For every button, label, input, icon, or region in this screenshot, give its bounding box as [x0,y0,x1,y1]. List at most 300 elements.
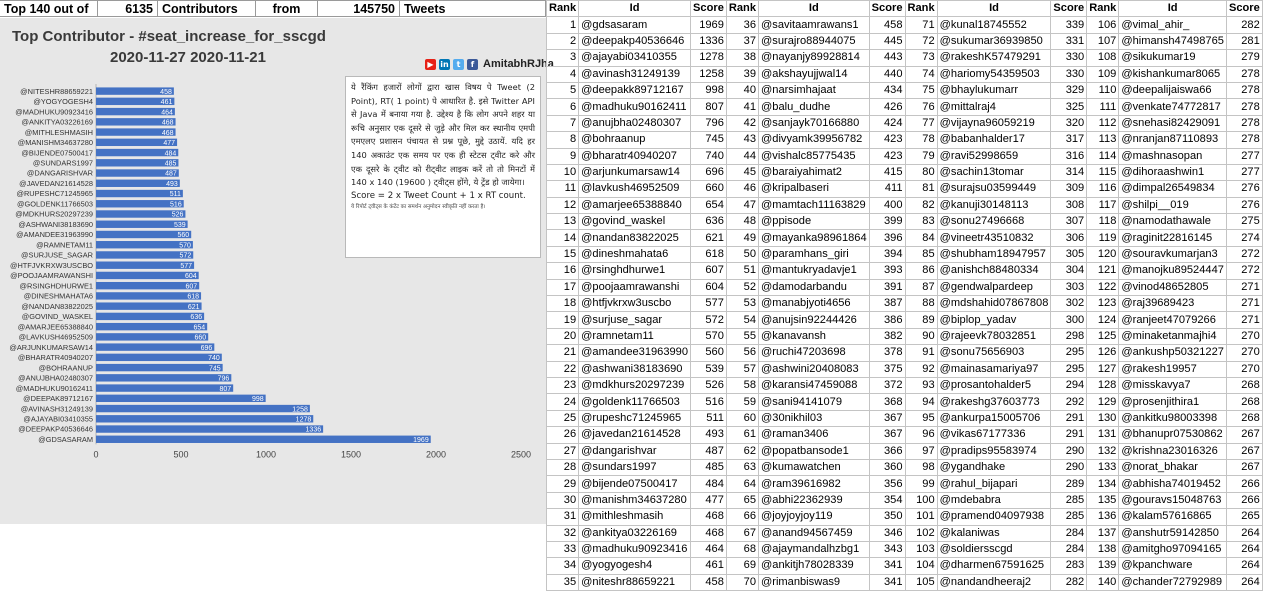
category-label: @DEEPAK89712167 [23,394,93,404]
cell-score: 300 [1051,312,1087,328]
data-label: 493 [166,180,178,188]
cell-score: 356 [869,476,905,492]
cell-rank: 44 [726,148,758,164]
cell-rank: 132 [1087,443,1119,459]
bar [96,333,208,340]
data-label: 577 [180,262,193,270]
data-label: 477 [163,140,176,148]
cell-rank: 18 [547,296,579,312]
cell-score: 539 [691,361,727,377]
bar [96,313,204,320]
cell-score: 740 [691,148,727,164]
cell-rank: 64 [726,476,758,492]
cell-id: @abhi22362939 [759,492,870,508]
cell-rank: 58 [726,377,758,393]
cell-score: 487 [691,443,727,459]
category-label: @SUNDARS1997 [32,158,93,168]
cell-rank: 74 [905,66,937,82]
cell-id: @ygandhake [937,459,1051,475]
cell-score: 271 [1226,296,1262,312]
column-header-rank: Rank [1087,1,1119,17]
cell-score: 278 [1226,115,1262,131]
cell-id: @misskavya7 [1119,377,1227,393]
cell-id: @biplop_yadav [937,312,1051,328]
cell-id: @deepakp40536646 [579,33,691,49]
cell-id: @rupeshc71245965 [579,410,691,426]
cell-score: 807 [691,99,727,115]
cell-id: @venkate74772817 [1119,99,1227,115]
cell-rank: 24 [547,394,579,410]
cell-id: @rsinghdhurwe1 [579,263,691,279]
cell-rank: 88 [905,296,937,312]
cell-id: @prosantohalder5 [937,377,1051,393]
cell-id: @sonu75656903 [937,345,1051,361]
cell-rank: 134 [1087,476,1119,492]
cell-rank: 35 [547,574,579,590]
cell-score: 696 [691,164,727,180]
cell-score: 289 [1051,476,1087,492]
cell-rank: 95 [905,410,937,426]
cell-score: 346 [869,525,905,541]
cell-rank: 112 [1087,115,1119,131]
category-label: @AMANDEE31963990 [16,230,93,240]
category-label: @SURJUSE_SAGAR [21,250,93,260]
cell-score: 267 [1226,459,1262,475]
cell-id: @karansi47459088 [759,377,870,393]
cell-id: @souravkumarjan3 [1119,246,1227,262]
cell-rank: 67 [726,525,758,541]
data-label: 740 [208,355,220,363]
cell-rank: 117 [1087,197,1119,213]
cell-id: @bijende07500417 [579,476,691,492]
cell-id: @rakeshK57479291 [937,50,1051,66]
cell-rank: 25 [547,410,579,426]
x-tick-label: 1000 [255,449,277,460]
cell-id: @rakeshg37603773 [937,394,1051,410]
cell-score: 268 [1226,410,1262,426]
cell-score: 485 [691,459,727,475]
table-row [547,33,1263,49]
cell-id: @poojaamrawanshi [579,279,691,295]
table-row [547,115,1263,131]
table-row [547,410,1263,426]
cell-id: @rimanbiswas9 [759,574,870,590]
cell-rank: 116 [1087,181,1119,197]
cell-id: @namodathawale [1119,214,1227,230]
table-row [547,427,1263,443]
cell-score: 314 [1051,164,1087,180]
cell-score: 302 [1051,296,1087,312]
cell-rank: 122 [1087,279,1119,295]
cell-id: @ramnetam11 [579,328,691,344]
info-note [345,76,541,258]
chart-area [0,18,554,524]
cell-id: @sanjayk70166880 [759,115,870,131]
cell-id: @kpanchware [1119,558,1227,574]
data-label: 484 [164,150,177,158]
cell-rank: 92 [905,361,937,377]
cell-id: @ajayabi03410355 [579,50,691,66]
cell-id: @niteshr88659221 [579,574,691,590]
cell-rank: 28 [547,459,579,475]
cell-id: @ashwini20408083 [759,361,870,377]
table-row [547,509,1263,525]
cell-id: @vinod48652805 [1119,279,1227,295]
column-header-rank: Rank [547,1,579,17]
cell-id: @raj39689423 [1119,296,1227,312]
cell-id: @gouravs15048763 [1119,492,1227,508]
cell-score: 443 [869,50,905,66]
cell-rank: 99 [905,476,937,492]
cell-rank: 17 [547,279,579,295]
cell-id: @nandan83822025 [579,230,691,246]
cell-id: @nranjan87110893 [1119,132,1227,148]
bar [96,343,214,350]
table-row [547,525,1263,541]
data-label: 998 [251,396,264,404]
cell-score: 516 [691,394,727,410]
cell-score: 396 [869,230,905,246]
cell-id: @yogyogesh4 [579,558,691,574]
cell-rank: 87 [905,279,937,295]
bar [96,415,313,422]
cell-rank: 45 [726,164,758,180]
category-label: @POOJAAMRAWANSHI [10,271,93,281]
table-row [547,148,1263,164]
column-header-score: Score [691,1,727,17]
data-label: 511 [169,191,181,199]
table-row [547,279,1263,295]
cell-rank: 52 [726,279,758,295]
cell-score: 386 [869,312,905,328]
cell-rank: 46 [726,181,758,197]
table-row [547,17,1263,33]
cell-id: @ashwani38183690 [579,361,691,377]
cell-score: 264 [1226,541,1262,557]
cell-score: 278 [1226,99,1262,115]
cell-score: 303 [1051,279,1087,295]
cell-id: @mantukryadavje1 [759,263,870,279]
cell-id: @ruchi47203698 [759,345,870,361]
cell-score: 618 [691,246,727,262]
cell-id: @deepalijaiswa66 [1119,82,1227,98]
cell-score: 266 [1226,492,1262,508]
cell-rank: 118 [1087,214,1119,230]
header-contributors-count: 6135 [98,0,158,17]
cell-rank: 40 [726,82,758,98]
cell-rank: 27 [547,443,579,459]
cell-score: 654 [691,197,727,213]
table-header-row [547,1,1263,17]
cell-rank: 55 [726,328,758,344]
cell-rank: 50 [726,246,758,262]
cell-rank: 65 [726,492,758,508]
cell-rank: 84 [905,230,937,246]
data-label: 618 [187,293,200,301]
cell-score: 400 [869,197,905,213]
cell-score: 391 [869,279,905,295]
cell-score: 264 [1226,574,1262,590]
category-label: @MDKHURS20297239 [15,209,93,219]
cell-rank: 130 [1087,410,1119,426]
cell-rank: 115 [1087,164,1119,180]
table-row [547,443,1263,459]
cell-score: 461 [691,558,727,574]
category-label: @MITHLESHMASIH [24,127,93,137]
cell-score: 305 [1051,246,1087,262]
cell-score: 560 [691,345,727,361]
cell-rank: 16 [547,263,579,279]
cell-score: 325 [1051,99,1087,115]
cell-score: 291 [1051,427,1087,443]
x-tick-label: 2000 [425,449,447,460]
bar [96,282,199,289]
cell-id: @nayanjy89928814 [759,50,870,66]
category-label: @ANKITYA03226169 [21,117,93,127]
cell-rank: 139 [1087,558,1119,574]
category-label: @GDSASARAM [38,434,93,444]
cell-id: @govind_waskel [579,214,691,230]
cell-rank: 19 [547,312,579,328]
cell-id: @narsimhajaat [759,82,870,98]
cell-score: 366 [869,443,905,459]
cell-rank: 49 [726,230,758,246]
cell-rank: 107 [1087,33,1119,49]
cell-id: @akshayujjwal14 [759,66,870,82]
cell-rank: 60 [726,410,758,426]
category-label: @MADHUKU90162411 [15,383,93,393]
cell-score: 458 [869,17,905,33]
cell-id: @mamtach11163829 [759,197,870,213]
table-row [547,377,1263,393]
cell-id: @mdkhurs20297239 [579,377,691,393]
twitter-icon: t [453,59,464,70]
column-header-rank: Rank [726,1,758,17]
cell-rank: 101 [905,509,937,525]
cell-rank: 56 [726,345,758,361]
cell-rank: 123 [1087,296,1119,312]
cell-rank: 70 [726,574,758,590]
bar [96,405,310,412]
cell-score: 745 [691,132,727,148]
cell-score: 271 [1226,279,1262,295]
cell-id: @deepakk89712167 [579,82,691,98]
cell-score: 360 [869,459,905,475]
cell-id: @manishm34637280 [579,492,691,508]
cell-rank: 62 [726,443,758,459]
cell-id: @madhuku90923416 [579,541,691,557]
cell-rank: 83 [905,214,937,230]
data-label: 807 [219,385,232,393]
cell-id: @balu_dudhe [759,99,870,115]
cell-id: @nandandheeraj2 [937,574,1051,590]
cell-score: 511 [691,410,727,426]
data-label: 745 [208,365,221,373]
cell-rank: 96 [905,427,937,443]
table-row [547,459,1263,475]
category-label: @MADHUKU90923416 [15,107,93,117]
cell-score: 279 [1226,50,1262,66]
cell-id: @anujbha02480307 [579,115,691,131]
cell-rank: 69 [726,558,758,574]
facebook-icon: f [467,59,478,70]
cell-id: @mithleshmasih [579,509,691,525]
cell-rank: 124 [1087,312,1119,328]
cell-score: 339 [1051,17,1087,33]
cell-rank: 43 [726,132,758,148]
cell-score: 272 [1226,246,1262,262]
cell-score: 577 [691,296,727,312]
data-label: 464 [161,109,173,117]
cell-score: 331 [1051,33,1087,49]
cell-rank: 76 [905,99,937,115]
cell-rank: 53 [726,296,758,312]
category-label: @DEEPAKP40536646 [18,424,93,434]
cell-id: @sukumar36939850 [937,33,1051,49]
cell-score: 277 [1226,148,1262,164]
cell-score: 264 [1226,558,1262,574]
cell-id: @kunal18745552 [937,17,1051,33]
category-label: @ANUJBHA02480307 [18,373,93,383]
cell-rank: 129 [1087,394,1119,410]
x-tick-label: 500 [173,449,189,460]
cell-score: 272 [1226,263,1262,279]
cell-rank: 48 [726,214,758,230]
cell-score: 350 [869,509,905,525]
table-row [547,345,1263,361]
cell-rank: 14 [547,230,579,246]
data-label: 458 [160,88,172,96]
cell-score: 291 [1051,410,1087,426]
header-tweets-count: 145750 [318,0,400,17]
cell-id: @mayanka98961864 [759,230,870,246]
table-row [547,50,1263,66]
chart-title: Top Contributor - #seat_increase_for_sscgd [12,28,326,45]
cell-score: 796 [691,115,727,131]
table-row [547,99,1263,115]
cell-score: 276 [1226,197,1262,213]
cell-rank: 6 [547,99,579,115]
note-disclaimer: ये रिपोर्ट ट्वीट्स के कंटेंट का समर्थन अनुमोदन स्वीकृति नहीं करता है। [351,204,486,211]
cell-id: @lavkush46952509 [579,181,691,197]
column-header-score: Score [1051,1,1087,17]
category-label: @YOGYOGESH4 [33,97,93,107]
cell-id: @mdebabra [937,492,1051,508]
cell-score: 621 [691,230,727,246]
category-label: @AMARJEE65388840 [17,322,93,332]
cell-score: 277 [1226,164,1262,180]
cell-id: @sachin13tomar [937,164,1051,180]
cell-rank: 21 [547,345,579,361]
cell-score: 570 [691,328,727,344]
cell-score: 493 [691,427,727,443]
data-label: 1336 [305,426,322,434]
header-from-label: from [256,0,318,17]
cell-rank: 13 [547,214,579,230]
cell-rank: 10 [547,164,579,180]
data-label: 1278 [295,416,312,424]
cell-score: 278 [1226,66,1262,82]
bar [96,262,194,269]
data-label: 796 [217,375,230,383]
ranking-table [546,0,1263,591]
cell-score: 572 [691,312,727,328]
cell-rank: 105 [905,574,937,590]
cell-rank: 31 [547,509,579,525]
cell-rank: 85 [905,246,937,262]
bar [96,292,201,299]
data-label: 572 [179,252,192,260]
cell-rank: 61 [726,427,758,443]
cell-score: 320 [1051,115,1087,131]
cell-id: @savitaamrawans1 [759,17,870,33]
cell-rank: 128 [1087,377,1119,393]
cell-rank: 78 [905,132,937,148]
cell-score: 607 [691,263,727,279]
cell-rank: 20 [547,328,579,344]
cell-id: @dimpal26549834 [1119,181,1227,197]
bar [96,364,223,371]
cell-id: @raginit22816145 [1119,230,1227,246]
cell-rank: 140 [1087,574,1119,590]
data-label: 1969 [413,436,429,444]
table-row [547,246,1263,262]
cell-score: 1258 [691,66,727,82]
bar [96,436,431,443]
cell-id: @abhisha74019452 [1119,476,1227,492]
cell-score: 411 [869,181,905,197]
cell-score: 278 [1226,132,1262,148]
cell-score: 267 [1226,443,1262,459]
cell-rank: 133 [1087,459,1119,475]
bar [96,272,199,279]
cell-rank: 94 [905,394,937,410]
cell-score: 998 [691,82,727,98]
cell-rank: 71 [905,17,937,33]
cell-id: @amarjee65388840 [579,197,691,213]
cell-id: @kalaniwas [937,525,1051,541]
cell-score: 367 [869,427,905,443]
cell-rank: 135 [1087,492,1119,508]
cell-rank: 103 [905,541,937,557]
cell-rank: 1 [547,17,579,33]
data-label: 570 [179,242,191,250]
youtube-icon: ▶ [425,59,436,70]
column-header-rank: Rank [905,1,937,17]
column-header-id: Id [937,1,1051,17]
cell-score: 270 [1226,345,1262,361]
cell-rank: 110 [1087,82,1119,98]
cell-id: @kanuji30148113 [937,197,1051,213]
cell-score: 372 [869,377,905,393]
cell-score: 636 [691,214,727,230]
cell-rank: 59 [726,394,758,410]
cell-score: 317 [1051,132,1087,148]
cell-score: 424 [869,115,905,131]
cell-id: @kumawatchen [759,459,870,475]
cell-id: @dangarishvar [579,443,691,459]
cell-id: @ram39616982 [759,476,870,492]
cell-score: 1969 [691,17,727,33]
cell-id: @javedan21614528 [579,427,691,443]
cell-rank: 39 [726,66,758,82]
cell-rank: 26 [547,427,579,443]
cell-id: @anshutr59142850 [1119,525,1227,541]
cell-id: @kanavansh [759,328,870,344]
cell-score: 270 [1226,328,1262,344]
bar [96,323,207,330]
cell-score: 278 [1226,82,1262,98]
